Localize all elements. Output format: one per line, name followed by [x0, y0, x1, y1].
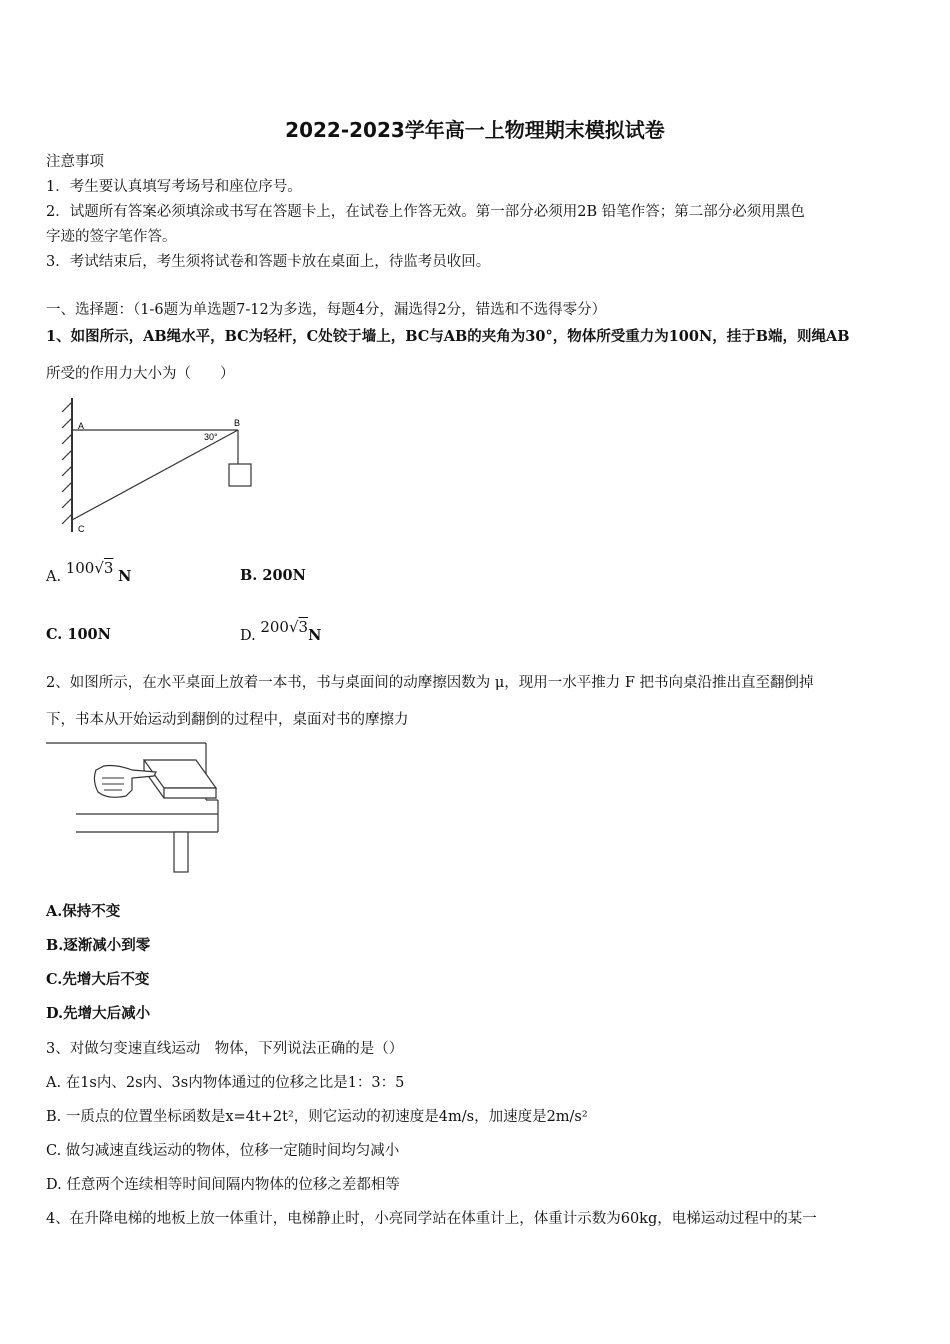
q1-option-d	[240, 618, 322, 644]
question-3-stem: 3、对做匀变速直线运动 物体，下列说法正确的是（）	[46, 1041, 404, 1057]
q1-figure	[54, 394, 264, 542]
q2-option-d: D.先增大后减小	[46, 1005, 151, 1022]
page-title: 2022-2023学年高一上物理期末模拟试卷	[285, 118, 665, 142]
q1-option-a-value: 100	[65, 559, 95, 577]
notice-item-3: 3．考试结束后，考生须将试卷和答题卡放在桌面上，待监考员收回。	[46, 254, 491, 270]
sqrt-icon: √	[94, 559, 104, 577]
q3-option-a: A. 在1s内、2s内、3s内物体通过的位移之比是1：3：5	[46, 1075, 405, 1091]
section-heading: 一、选择题：（1-6题为单选题7-12为多选，每题4分，漏选得2分，错选和不选得零分）	[46, 302, 607, 318]
notice-item-1: 1．考生要认真填写考场号和座位序号。	[46, 179, 302, 195]
notice-item-2-cont: 字迹的签字笔作答。	[46, 229, 177, 245]
question-1-stem-cont: 所受的作用力大小为（ ）	[46, 366, 235, 382]
question-4-stem: 4、在升降电梯的地板上放一体重计，电梯静止时，小亮同学站在体重计上，体重计示数为60kg，电梯运动过程中的某一	[46, 1211, 817, 1227]
sqrt-icon: √	[288, 618, 299, 636]
q2-option-a: A.保持不变	[46, 903, 121, 920]
q1-option-b: B. 200N	[240, 567, 306, 584]
question-1-stem: 1、如图所示，AB绳水平，BC为轻杆，C处铰于墙上，BC与AB的夹角为30°，物体所受重力为100N，挂于B端，则绳AB	[46, 328, 850, 345]
q1-option-d-root: 3	[298, 618, 309, 636]
q1-option-a-root: 3	[103, 559, 114, 577]
q3-option-b: B. 一质点的位置坐标函数是x=4t+2t²，则它运动的初速度是4m/s，加速度是2m/s²	[46, 1109, 588, 1125]
q3-option-c: C. 做匀减速直线运动的物体，位移一定随时间均匀减小	[46, 1143, 400, 1159]
q2-option-c: C.先增大后不变	[46, 971, 150, 988]
point-a-label: A	[78, 421, 85, 431]
question-2-stem-cont: 下，书本从开始运动到翻倒的过程中，桌面对书的摩擦力	[46, 712, 409, 728]
q1-option-a-prefix: A.	[46, 569, 62, 585]
question-2-stem: 2、如图所示，在水平桌面上放着一本书，书与桌面间的动摩擦因数为 μ，现用一水平推力 F 把书向桌沿推出直至翻倒掉	[46, 675, 814, 691]
q1-option-d-value: 200	[260, 618, 289, 636]
q1-option-a-unit: N	[118, 568, 132, 585]
q1-option-a	[46, 559, 132, 585]
notice-item-2: 2．试题所有答案必须填涂或书写在答题卡上，在试卷上作答无效。第一部分必须用2B 铅笔作答；第二部分必须用黑色	[46, 204, 805, 220]
q1-option-c: C. 100N	[46, 626, 111, 643]
notice-heading: 注意事项	[46, 154, 104, 170]
q1-option-d-unit: N	[308, 627, 322, 644]
q3-option-d: D. 任意两个连续相等时间间隔内物体的位移之差都相等	[46, 1177, 400, 1193]
point-c-label: C	[78, 524, 85, 534]
q2-figure	[46, 740, 226, 876]
q1-option-d-prefix: D.	[240, 628, 256, 644]
q2-option-b: B.逐渐减小到零	[46, 937, 151, 954]
hand-icon	[94, 766, 156, 798]
point-b-label: B	[234, 418, 241, 428]
angle-label: 30°	[204, 432, 218, 442]
